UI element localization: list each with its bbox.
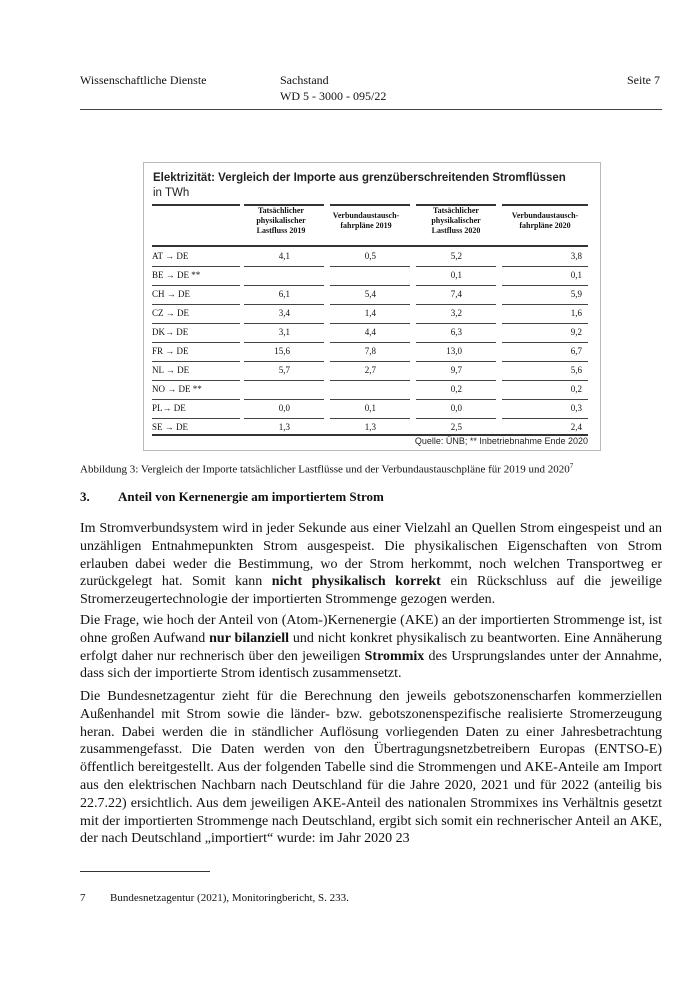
row-label: DK→ DE (152, 327, 189, 337)
table-cell: 9,7 (450, 365, 462, 375)
row-divider (152, 285, 240, 286)
row-divider (502, 399, 588, 400)
row-divider (152, 361, 240, 362)
row-divider (330, 361, 410, 362)
table-cell: 2,4 (570, 422, 582, 432)
table-cell: 1,4 (364, 308, 376, 318)
row-divider (416, 342, 496, 343)
row-divider (244, 380, 324, 381)
row-divider (502, 361, 588, 362)
row-divider (244, 399, 324, 400)
table-cell: 5,7 (278, 365, 290, 375)
row-divider (330, 399, 410, 400)
row-divider (152, 399, 240, 400)
header-institution: Wissenschaftliche Dienste (80, 73, 207, 87)
header-doctype: Sachstand (280, 73, 329, 87)
table-cell: 2,5 (450, 422, 462, 432)
row-divider (416, 266, 496, 267)
table-top-rule (152, 204, 240, 206)
figure-title: Elektrizität: Vergleich der Importe aus grenzüberschreitenden Stromflüssen (153, 172, 566, 184)
row-divider (152, 380, 240, 381)
table-cell: 0,2 (450, 384, 462, 394)
header-rule (80, 109, 662, 110)
row-divider (244, 266, 324, 267)
row-divider (244, 323, 324, 324)
column-header: Verbundaustausch- fahrpläne 2020 (511, 211, 579, 230)
row-divider (152, 266, 240, 267)
table-cell: 0,1 (450, 270, 462, 280)
row-label: AT → DE (152, 251, 189, 261)
row-label: SE → DE (152, 422, 188, 432)
row-divider (244, 361, 324, 362)
table-cell: 3,2 (450, 308, 462, 318)
figure-unit: in TWh (153, 187, 190, 199)
row-divider (416, 399, 496, 400)
row-divider (152, 418, 240, 419)
table-cell: 1,3 (278, 422, 290, 432)
table-cell: 15,6 (274, 346, 290, 356)
row-divider (244, 418, 324, 419)
row-divider (502, 285, 588, 286)
row-divider (152, 304, 240, 305)
row-label: BE → DE ** (152, 270, 201, 280)
section-heading: 3. Anteil von Kernenergie am importiertem Strom (80, 489, 384, 504)
header-docnumber: WD 5 - 3000 - 095/22 (280, 89, 387, 103)
row-label: CZ → DE (152, 308, 189, 318)
header-page-number: Seite 7 (627, 73, 660, 87)
figure-source: Quelle: ÜNB; ** Inbetriebnahme Ende 2020 (414, 436, 588, 446)
table-cell: 0,1 (570, 270, 582, 280)
table-cell: 5,6 (570, 365, 582, 375)
table-bottom-rule (152, 434, 588, 436)
column-header: Verbundaustausch- fahrpläne 2019 (332, 211, 400, 230)
row-divider (330, 342, 410, 343)
table-top-rule (502, 204, 588, 206)
table-cell: 1,3 (364, 422, 376, 432)
row-divider (502, 342, 588, 343)
figure-caption: Abbildung 3: Vergleich der Importe tatsächlicher Lastflüsse und der Verbundaustauschpläne für 2019 und 2020$^7$ (80, 462, 574, 476)
row-divider (244, 285, 324, 286)
row-divider (152, 342, 240, 343)
row-divider (416, 380, 496, 381)
paragraph-3: Die Bundesnetzagentur zieht für die Berechnung den jeweils gebotszonenscharfen kommerziellen Außenhandel mit Strom sowie die länder- bzw. gebotszonenspezifische realisierte Stromerzeugung heran. Dabei werden die in ständlicher Auflösung vorliegenden Daten zu einer Jahresbetrachtung zusammengefasst. Die Daten werden von den Übertragungsnetzbetreibern Europas (ENTSO-E) öffentlich bereitgestellt. Aus der folgenden Tabelle sind die Strommengen und AKE-Anteile am Import aus den elektrischen Nachbarn nach Deutschland für die Jahre 2020, 2021 und für 2022 (anteilig bis 22.7.22) ersichtlich. Aus dem jeweiligen AKE-Anteil des nationalen Strommixes ins Verhältnis gesetzt mit der importierten Strommenge nach Deutschland, ergibt sich somit ein rechnerischer Anteil an AKE, der nach Deutschland „importiert“ wurde: im Jahr 2020 23 (80, 689, 662, 847)
table-cell: 1,6 (570, 308, 582, 318)
row-divider (244, 304, 324, 305)
row-divider (330, 304, 410, 305)
table-cell: 7,8 (364, 346, 376, 356)
table-cell: 6,3 (450, 327, 462, 337)
row-divider (502, 380, 588, 381)
table-cell: 0,1 (364, 403, 376, 413)
row-divider (502, 266, 588, 267)
row-divider (330, 418, 410, 419)
row-label: NL → DE (152, 365, 190, 375)
table-cell: 3,1 (278, 327, 290, 337)
row-divider (416, 304, 496, 305)
row-divider (330, 266, 410, 267)
table-cell: 4,1 (278, 251, 290, 261)
table-cell: 9,2 (570, 327, 582, 337)
row-label: NO → DE ** (152, 384, 202, 394)
footnote-ref: 7 (569, 462, 574, 470)
row-divider (416, 285, 496, 286)
table-cell: 0,2 (570, 384, 582, 394)
table-cell: 0,0 (278, 403, 290, 413)
table-top-rule (330, 204, 410, 206)
table-cell: 5,4 (364, 289, 376, 299)
table-cell: 3,4 (278, 308, 290, 318)
table-cell: 4,4 (364, 327, 376, 337)
row-divider (152, 323, 240, 324)
table-cell: 0,3 (570, 403, 582, 413)
table-cell: 0,0 (450, 403, 462, 413)
table-header-rule (152, 245, 588, 247)
row-label: FR → DE (152, 346, 189, 356)
table-cell: 0,5 (364, 251, 376, 261)
table-cell: 13,0 (446, 346, 462, 356)
table-cell: 5,2 (450, 251, 462, 261)
row-label: PL→ DE (152, 403, 186, 413)
row-divider (330, 380, 410, 381)
row-divider (502, 418, 588, 419)
row-divider (330, 323, 410, 324)
paragraph-2: Die Frage, wie hoch der Anteil von (Atom-)Kernenergie (AKE) an der importierten Strommenge ist, ist ohne großen Aufwand nur bilanziell und nicht konkret physikalisch zu beantworten. Eine Annäherung erfolgt daher nur rechnerisch über den jeweiligen Strommix des Ursprungslandes unter der Annahme, dass sich der importierte Strom identisch zusammensetzt. (80, 613, 662, 682)
row-divider (416, 323, 496, 324)
row-label: CH → DE (152, 289, 190, 299)
row-divider (416, 418, 496, 419)
row-divider (502, 304, 588, 305)
footnote-rule (80, 871, 210, 872)
table-cell: 3,8 (570, 251, 582, 261)
row-divider (416, 361, 496, 362)
footnote: 7 Bundesnetzagentur (2021), Monitoringbericht, S. 233. (80, 892, 349, 904)
table-cell: 2,7 (364, 365, 376, 375)
column-header: Tatsächlicher physikalischer Lastfluss 2020 (431, 206, 481, 235)
table-cell: 6,1 (278, 289, 290, 299)
column-header: Tatsächlicher physikalischer Lastfluss 2019 (256, 206, 306, 235)
row-divider (330, 285, 410, 286)
row-divider (502, 323, 588, 324)
table-cell: 6,7 (570, 346, 582, 356)
table-cell: 7,4 (450, 289, 462, 299)
paragraph-1: Im Stromverbundsystem wird in jeder Sekunde aus einer Vielzahl an Quellen Strom eingespeist und an unzähligen Entnahmepunkten Strom ausgespeist. Die physikalischen Eigenschaften von Strom erlauben dabei weder die Bestimmung, wo der Strom herkommt, noch welchen Transportweg er zurückgelegt hat. Somit kann nicht physikalisch korrekt ein Rückschluss auf die jeweilige Stromerzeugertechnologie der importierten Strommenge gezogen werden. (80, 521, 662, 608)
table-cell: 5,9 (570, 289, 582, 299)
row-divider (244, 342, 324, 343)
